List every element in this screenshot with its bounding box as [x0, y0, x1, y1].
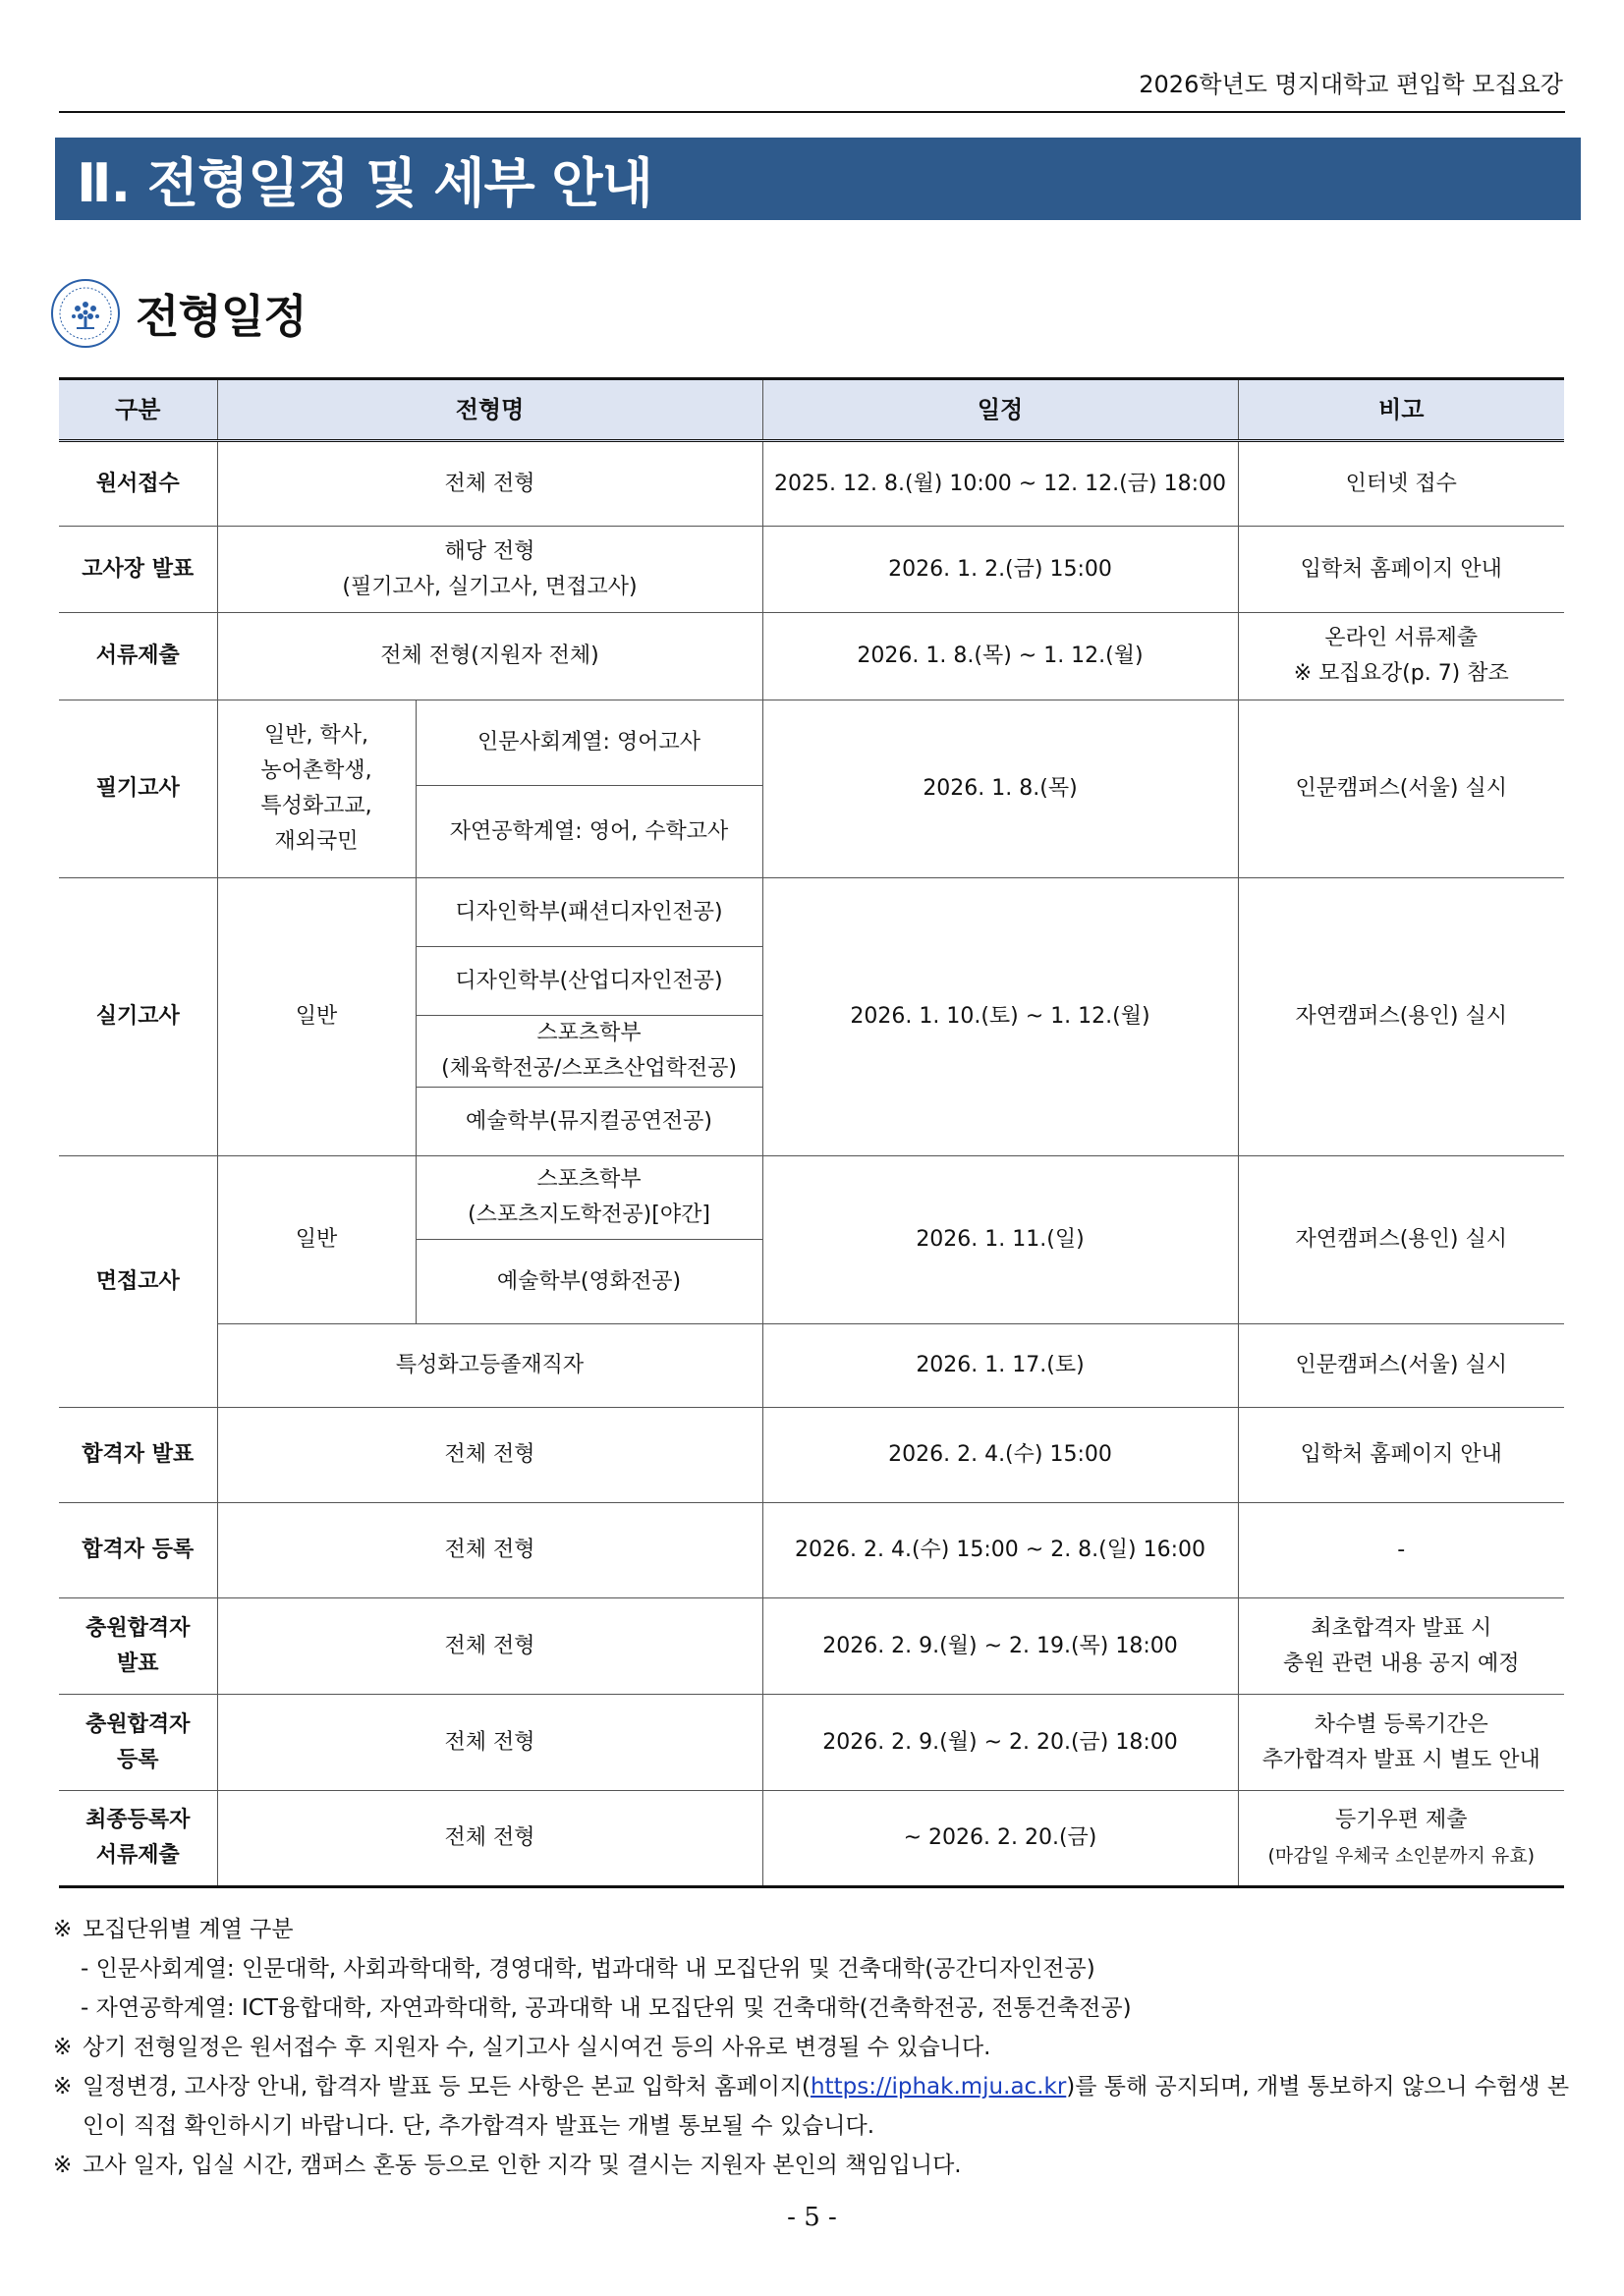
row-subname: 인문사회계열: 영어고사: [416, 700, 762, 786]
note-text: 상기 전형일정은 원서접수 후 지원자 수, 실기고사 실시여건 등의 사유로 변경될 수 있습니다.: [83, 2035, 991, 2060]
running-header: 2026학년도 명지대학교 편입학 모집요강: [1139, 71, 1563, 98]
row-date: 2026. 1. 8.(목): [762, 700, 1238, 878]
header-note: 비고: [1238, 379, 1564, 441]
row-note: [1238, 1791, 1564, 1887]
notes-section: [53, 1910, 1586, 2185]
row-name: 전체 전형: [217, 1598, 762, 1695]
note-item: [53, 2067, 1586, 2146]
row-name: 특성화고등졸재직자: [217, 1324, 762, 1408]
row-name: 전체 전형: [217, 1408, 762, 1503]
row-subname-line: 스포츠학부: [536, 1021, 642, 1045]
table-row: [59, 1156, 1564, 1240]
row-note: 인터넷 접수: [1238, 441, 1564, 527]
row-subname: 디자인학부(패션디자인전공): [416, 878, 762, 947]
row-note: 입학처 홈페이지 안내: [1238, 1408, 1564, 1503]
row-note-line: 차수별 등록기간은: [1314, 1711, 1488, 1737]
page-number: - 5 -: [787, 2203, 837, 2232]
row-note: -: [1238, 1503, 1564, 1598]
row-date: 2026. 1. 11.(일): [762, 1156, 1238, 1324]
note-text: )를 통해 공지되며, 개별 통보하지 않으니 수험생 본인이 직접 확인하시기 바랍니다. 단, 추가합격자 발표는 개별 통보될 수 있습니다.: [83, 2074, 1570, 2139]
row-note-line: 충원 관련 내용 공지 예정: [1283, 1651, 1520, 1676]
row-subname-line: 스포츠학부: [536, 1167, 642, 1192]
row-group-line: 재외국민: [274, 829, 359, 854]
row-subname: [416, 1156, 762, 1240]
row-name: 전체 전형: [217, 441, 762, 527]
note-item: [53, 2146, 1586, 2185]
table-row: [59, 1324, 1564, 1408]
table-row: [59, 1408, 1564, 1503]
row-name: 전체 전형: [217, 1695, 762, 1791]
row-date: 2026. 2. 4.(수) 15:00: [762, 1408, 1238, 1503]
row-category-line: 최종등록자: [85, 1808, 191, 1832]
row-note: 인문캠퍼스(서울) 실시: [1238, 700, 1564, 878]
row-note: [1238, 1598, 1564, 1695]
note-text: 고사 일자, 입실 시간, 캠퍼스 혼동 등으로 인한 지각 및 결시는 지원자 본인의 책임입니다.: [83, 2153, 962, 2178]
note-mark: ※: [53, 1917, 73, 1942]
row-category: 면접고사: [59, 1156, 217, 1408]
row-note-line: 등기우편 제출: [1334, 1808, 1468, 1832]
row-group-line: 농어촌학생,: [260, 758, 372, 783]
row-category: [59, 1598, 217, 1695]
row-note: 인문캠퍼스(서울) 실시: [1238, 1324, 1564, 1408]
chapter-banner: [55, 138, 1581, 220]
note-item: [53, 1910, 1586, 1949]
section-heading: [49, 277, 307, 350]
row-note-line: 추가합격자 발표 시 별도 안내: [1261, 1747, 1540, 1772]
row-name: [217, 527, 762, 613]
row-category-line: 충원합격자: [85, 1615, 191, 1641]
table-row: [59, 613, 1564, 700]
table-row: [59, 1598, 1564, 1695]
row-category: 합격자 발표: [59, 1408, 217, 1503]
row-date: 2026. 2. 9.(월) ~ 2. 20.(금) 18:00: [762, 1695, 1238, 1791]
row-category-line: 충원합격자: [85, 1711, 191, 1737]
row-group: 일반: [217, 878, 416, 1156]
row-note: 입학처 홈페이지 안내: [1238, 527, 1564, 613]
row-date: 2026. 1. 8.(목) ~ 1. 12.(월): [762, 613, 1238, 700]
row-category: 실기고사: [59, 878, 217, 1156]
row-note-line: 최초합격자 발표 시: [1311, 1615, 1492, 1641]
header-date: 일정: [762, 379, 1238, 441]
row-name-line: 해당 전형: [444, 538, 535, 564]
schedule-table: [59, 377, 1564, 1888]
row-group: [217, 700, 416, 878]
row-category-line: 등록: [116, 1747, 159, 1772]
note-subitem: - 자연공학계열: ICT융합대학, 자연과학대학, 공과대학 내 모집단위 및 건축대학(건축학전공, 전통건축전공): [81, 1995, 1132, 2021]
note-text: 일정변경, 고사장 안내, 합격자 발표 등 모든 사항은 본교 입학처 홈페이지(: [83, 2074, 812, 2100]
university-emblem-icon: [49, 277, 122, 350]
section-title: 전형일정: [136, 290, 307, 343]
table-row: [59, 1791, 1564, 1887]
row-name: 전체 전형: [217, 1503, 762, 1598]
row-group-line: 일반, 학사,: [264, 723, 368, 748]
table-header-row: [59, 379, 1564, 441]
row-date: 2026. 1. 17.(토): [762, 1324, 1238, 1408]
row-note-line: ※ 모집요강(p. 7) 참조: [1293, 661, 1509, 686]
row-category: 합격자 등록: [59, 1503, 217, 1598]
row-name-line: (필기고사, 실기고사, 면접고사): [342, 574, 638, 599]
table-row: [59, 1503, 1564, 1598]
row-category: [59, 1791, 217, 1887]
row-note-line: 온라인 서류제출: [1324, 626, 1479, 650]
row-date: 2026. 2. 4.(수) 15:00 ~ 2. 8.(일) 16:00: [762, 1503, 1238, 1598]
table-row: [59, 700, 1564, 786]
row-subname-line: (스포츠지도학전공)[야간]: [468, 1203, 710, 1227]
row-category-line: 발표: [116, 1651, 159, 1676]
row-note: [1238, 613, 1564, 700]
row-subname: 예술학부(영화전공): [416, 1240, 762, 1324]
row-category: 고사장 발표: [59, 527, 217, 613]
row-category: 원서접수: [59, 441, 217, 527]
row-name: 전체 전형(지원자 전체): [217, 613, 762, 700]
row-date: 2026. 2. 9.(월) ~ 2. 19.(목) 18:00: [762, 1598, 1238, 1695]
row-note: 자연캠퍼스(용인) 실시: [1238, 1156, 1564, 1324]
note-text: 모집단위별 계열 구분: [83, 1917, 294, 1942]
row-note: [1238, 1695, 1564, 1791]
table-row: [59, 878, 1564, 947]
note-item: [53, 2028, 1586, 2067]
table-row: [59, 527, 1564, 613]
note-mark: ※: [53, 2153, 73, 2178]
row-name: 전체 전형: [217, 1791, 762, 1887]
row-category: 필기고사: [59, 700, 217, 878]
header-name: 전형명: [217, 379, 762, 441]
row-date: 2026. 1. 2.(금) 15:00: [762, 527, 1238, 613]
row-subname-line: (체육학전공/스포츠산업학전공): [441, 1056, 737, 1081]
note-mark: ※: [53, 2074, 73, 2100]
header-category: 구분: [59, 379, 217, 441]
row-subname: [416, 1016, 762, 1088]
row-category-line: 서류제출: [95, 1843, 180, 1868]
note-subitem: - 인문사회계열: 인문대학, 사회과학대학, 경영대학, 법과대학 내 모집단위 및 건축대학(공간디자인전공): [81, 1956, 1095, 1982]
row-note-line: (마감일 우체국 소인분까지 유효): [1267, 1845, 1536, 1867]
row-category: 서류제출: [59, 613, 217, 700]
row-group: 일반: [217, 1156, 416, 1324]
table-row: [59, 441, 1564, 527]
row-date: 2026. 1. 10.(토) ~ 1. 12.(월): [762, 878, 1238, 1156]
note-mark: ※: [53, 2035, 73, 2060]
admissions-link[interactable]: https://iphak.mju.ac.kr: [811, 2074, 1067, 2100]
row-subname: 디자인학부(산업디자인전공): [416, 947, 762, 1016]
row-group-line: 특성화고교,: [260, 794, 372, 818]
row-category: [59, 1695, 217, 1791]
row-date: 2025. 12. 8.(월) 10:00 ~ 12. 12.(금) 18:00: [762, 441, 1238, 527]
row-subname: 예술학부(뮤지컬공연전공): [416, 1088, 762, 1156]
row-subname: 자연공학계열: 영어, 수학고사: [416, 786, 762, 878]
header-rule: [59, 111, 1565, 113]
chapter-title: Ⅱ. 전형일정 및 세부 안내: [77, 151, 652, 214]
row-note: 자연캠퍼스(용인) 실시: [1238, 878, 1564, 1156]
row-date: ~ 2026. 2. 20.(금): [762, 1791, 1238, 1887]
table-row: [59, 1695, 1564, 1791]
